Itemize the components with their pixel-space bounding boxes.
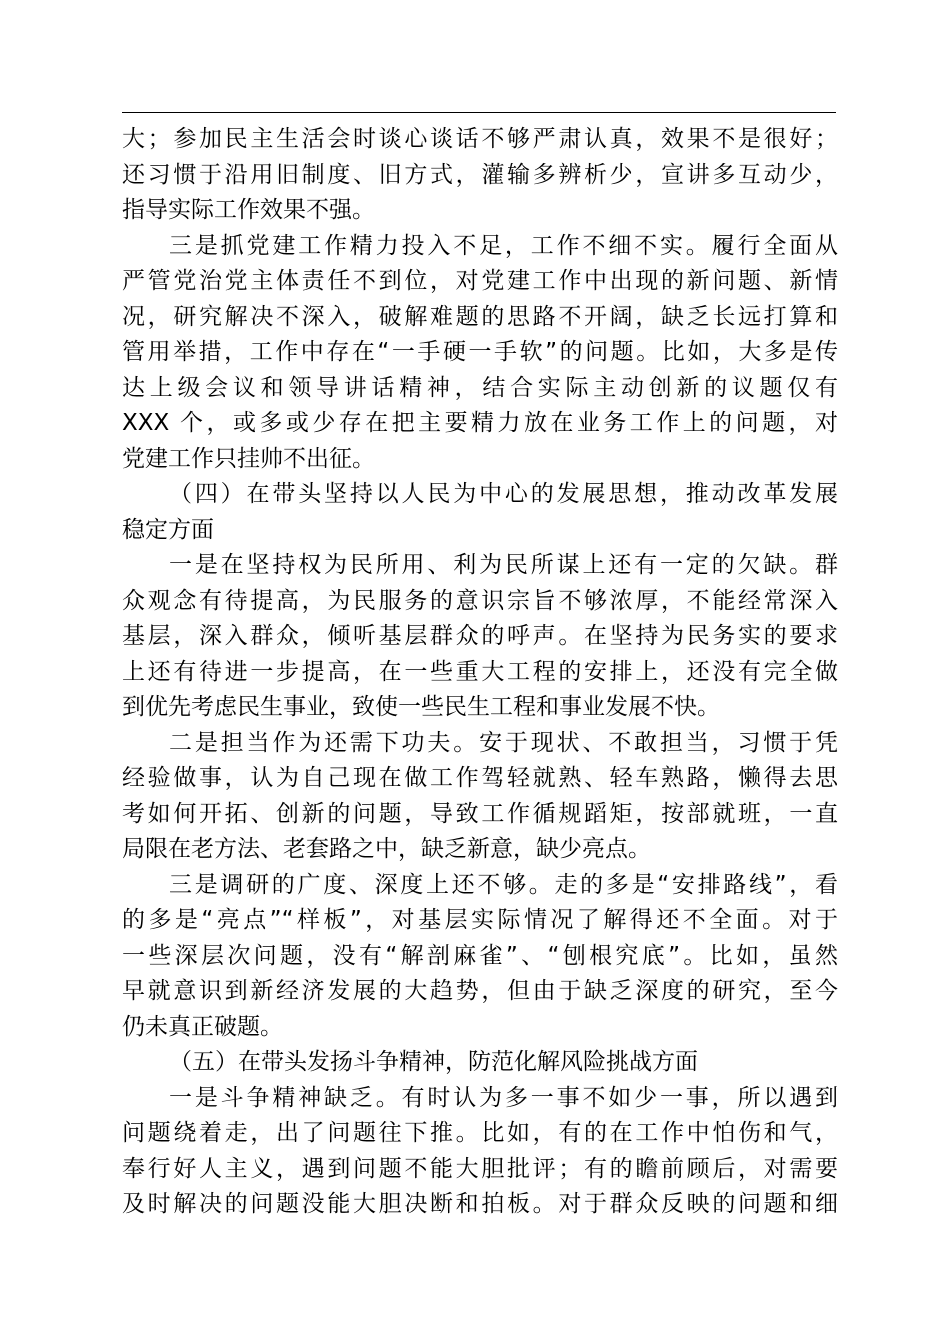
text-line: 一是在坚持权为民所用、利为民所谋上还有一定的欠缺。群 <box>169 552 838 578</box>
text-line: 问题绕着走，出了问题往下推。比如，有的在工作中怕伤和气， <box>122 1120 838 1146</box>
text-line: 到优先考虑民生事业，致使一些民生工程和事业发展不快。 <box>122 694 720 720</box>
document-body <box>122 122 838 1223</box>
text-line: 考如何开拓、创新的问题，导致工作循规蹈矩，按部就班，一直 <box>122 800 838 827</box>
text-line: 的多是“亮点”“样板”，对基层实际情况了解得还不全面。对于 <box>122 907 838 933</box>
text-line: 况，研究解决不深入，破解难题的思路不开阔，缺乏长远打算和 <box>122 303 838 330</box>
text-line: 党建工作只挂帅不出征。 <box>122 445 375 472</box>
text-line: 三是抓党建工作精力投入不足，工作不细不实。履行全面从 <box>169 232 838 259</box>
text-line: 管用举措，工作中存在“一手硬一手软”的问题。比如，大多是传 <box>122 339 838 365</box>
text-line: 稳定方面 <box>122 516 214 543</box>
text-line: 一是斗争精神缺乏。有时认为多一事不如少一事，所以遇到 <box>169 1084 838 1111</box>
text-line: 二是担当作为还需下功夫。安于现状、不敢担当，习惯于凭 <box>169 729 838 756</box>
text-line: （四）在带头坚持以人民为中心的发展思想，推动改革发展 <box>169 481 838 507</box>
text-line: 奉行好人主义，遇到问题不能大胆批评；有的瞻前顾后，对需要 <box>122 1155 838 1182</box>
header-rule <box>122 112 836 113</box>
text-line: 基层，深入群众，倾听基层群众的呼声。在坚持为民务实的要求 <box>122 623 838 649</box>
text-line: 众观念有待提高，为民服务的意识宗旨不够浓厚，不能经常深入 <box>122 587 838 614</box>
text-line: 指导实际工作效果不强。 <box>122 197 375 223</box>
text-line: （五）在带头发扬斗争精神，防范化解风险挑战方面 <box>169 1049 698 1075</box>
text-line: 上还有待进一步提高，在一些重大工程的安排上，还没有完全做 <box>122 658 838 685</box>
text-line: 及时解决的问题没能大胆决断和拍板。对于群众反映的问题和细 <box>122 1191 838 1217</box>
text-line: 大；参加民主生活会时谈心谈话不够严肃认真，效果不是很好； <box>122 126 838 152</box>
text-line: 达上级会议和领导讲话精神，结合实际主动创新的议题仅有 <box>122 374 838 401</box>
text-line: 还习惯于沿用旧制度、旧方式，灌输多辨析少，宣讲多互动少， <box>122 161 838 188</box>
text-line: 一些深层次问题，没有“解剖麻雀”、“刨根究底”。比如，虽然 <box>122 942 838 969</box>
text-line: 局限在老方法、老套路之中，缺乏新意，缺少亮点。 <box>122 836 651 862</box>
text-line: 三是调研的广度、深度上还不够。走的多是“安排路线”，看 <box>169 871 838 898</box>
text-line: 经验做事，认为自己现在做工作驾轻就熟、轻车熟路，懒得去思 <box>122 765 838 791</box>
text-line: 严管党治党主体责任不到位，对党建工作中出现的新问题、新情 <box>122 268 838 294</box>
text-line: XXX 个，或多或少存在把主要精力放在业务工作上的问题，对 <box>122 410 838 436</box>
text-line: 早就意识到新经济发展的大趋势，但由于缺乏深度的研究，至今 <box>122 978 838 1004</box>
text-line: 仍未真正破题。 <box>122 1013 283 1040</box>
